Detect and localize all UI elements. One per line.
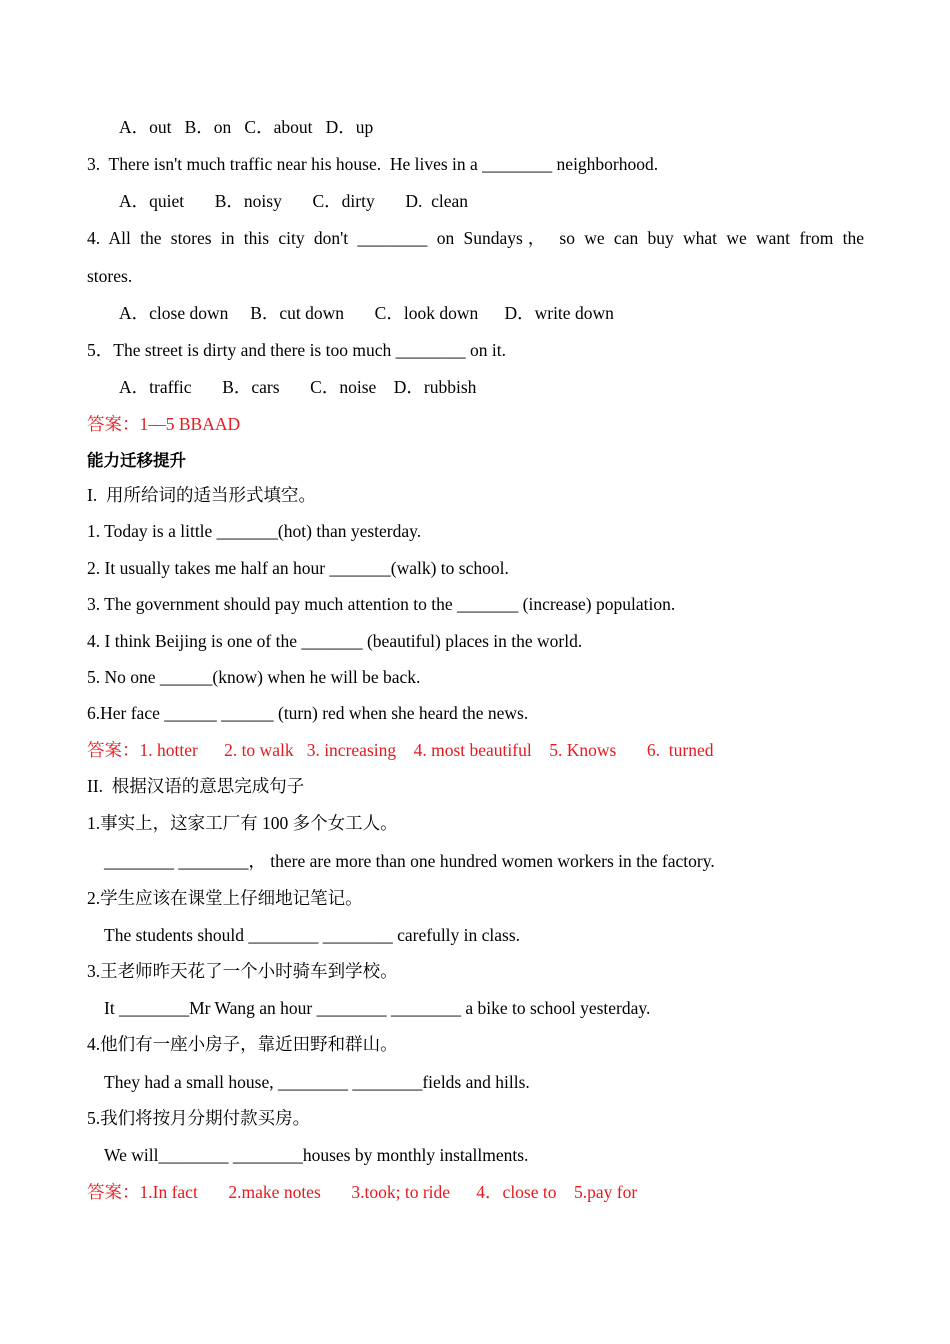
exercise-item: 4. I think Beijing is one of the _______ (beautiful) places in the world. xyxy=(87,631,583,651)
answer-key: 答案：1. hotter 2. to walk 3. increasing 4. most beautiful 5. Knows 6. turned xyxy=(87,740,714,760)
exercise-item: 1. Today is a little _______(hot) than yesterday. xyxy=(87,521,422,541)
question-options: A．close down B．cut down C．look down D．write down xyxy=(119,303,614,323)
part-title: II. 根据汉语的意思完成句子 xyxy=(87,776,305,796)
exercise-item: 6.Her face ______ ______ (turn) red when she heard the news. xyxy=(87,703,529,723)
chinese-prompt: 2.学生应该在课堂上仔细地记笔记。 xyxy=(87,888,363,908)
english-sentence: They had a small house, ________ ________fields and hills. xyxy=(104,1072,530,1092)
question-options: A．traffic B．cars C．noise D．rubbish xyxy=(119,377,477,397)
question-stem-continued: stores. xyxy=(87,266,133,286)
chinese-prompt: 1.事实上，这家工厂有 100 多个女工人。 xyxy=(87,813,398,833)
answer-key: 答案：1.In fact 2.make notes 3.took; to ride 4．close to 5.pay for xyxy=(87,1182,638,1202)
exercise-item: 5. No one ______(know) when he will be back. xyxy=(87,667,421,687)
question-options: A．quiet B．noisy C．dirty D. clean xyxy=(119,191,469,211)
exercise-item: 3. The government should pay much attention to the _______ (increase) population. xyxy=(87,594,676,614)
answer-key: 答案：1—5 BBAAD xyxy=(87,414,241,434)
q2-options: A．out B．on C．about D．up xyxy=(119,117,374,137)
question-stem: 4. All the stores in this city don't ________ on Sundays， so we can buy what we want from the xyxy=(87,228,864,248)
question-stem: 3. There isn't much traffic near his house. He lives in a ________ neighborhood. xyxy=(87,154,659,174)
exercise-item: 2. It usually takes me half an hour _______(walk) to school. xyxy=(87,558,509,578)
question-stem: 5．The street is dirty and there is too much ________ on it. xyxy=(87,340,506,360)
chinese-prompt: 5.我们将按月分期付款买房。 xyxy=(87,1108,311,1128)
english-sentence: It ________Mr Wang an hour ________ ________ a bike to school yesterday. xyxy=(104,998,651,1018)
english-sentence: ________ ________， there are more than one hundred women workers in the factory. xyxy=(104,851,715,871)
part-title: I. 用所给词的适当形式填空。 xyxy=(87,485,316,505)
section-heading: 能力迁移提升 xyxy=(87,451,186,470)
chinese-prompt: 3.王老师昨天花了一个小时骑车到学校。 xyxy=(87,961,398,981)
english-sentence: We will________ ________houses by monthly installments. xyxy=(104,1145,529,1165)
english-sentence: The students should ________ ________ carefully in class. xyxy=(104,925,521,945)
chinese-prompt: 4.他们有一座小房子，靠近田野和群山。 xyxy=(87,1034,398,1054)
